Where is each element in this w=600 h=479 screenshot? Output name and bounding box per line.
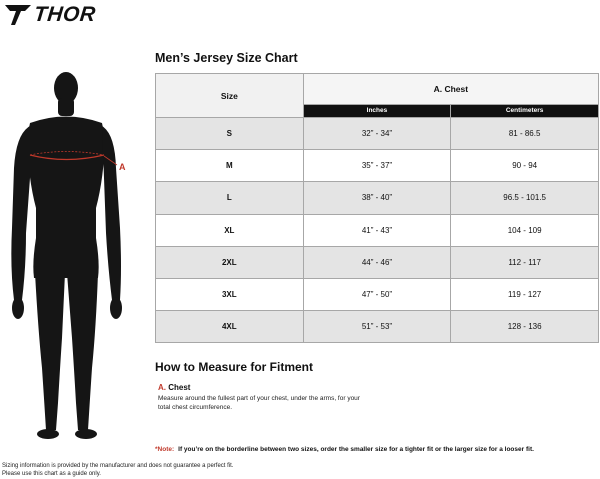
centimeters-cell: 119 - 127 [451, 278, 599, 310]
brand-name: THOR [32, 3, 97, 26]
chest-label-text: Chest [168, 383, 191, 392]
inches-cell: 35” - 37” [303, 150, 451, 182]
size-cell: L [156, 182, 304, 214]
inches-cell: 51” - 53” [303, 311, 451, 343]
note-text: If you’re on the borderline between two sizes, order the smaller size for a tighter fit or the larger size for a looser fit. [178, 446, 534, 453]
disclaimer-line: Please use this chart as a guide only. [2, 471, 101, 477]
thor-hammer-icon [5, 4, 31, 26]
chest-column-header: A. Chest [303, 74, 598, 105]
size-column-header: Size [156, 74, 304, 118]
chest-measure-description [158, 394, 408, 412]
size-chart-table [155, 73, 599, 343]
chest-letter: A. [158, 383, 166, 392]
centimeters-cell: 128 - 136 [451, 311, 599, 343]
inches-cell: 41” - 43” [303, 214, 451, 246]
chest-marker-letter: A [119, 162, 126, 172]
inches-cell: 44” - 46” [303, 246, 451, 278]
table-row [156, 214, 599, 246]
chest-measure-label [158, 383, 190, 392]
size-cell: 3XL [156, 278, 304, 310]
size-cell: M [156, 150, 304, 182]
fit-note [155, 446, 534, 453]
size-cell: XL [156, 214, 304, 246]
centimeters-cell: 90 - 94 [451, 150, 599, 182]
inches-cell: 38” - 40” [303, 182, 451, 214]
table-row [156, 118, 599, 150]
chest-desc-line: Measure around the fullest part of your chest, under the arms, for your [158, 395, 360, 402]
size-cell: 2XL [156, 246, 304, 278]
centimeters-cell: 96.5 - 101.5 [451, 182, 599, 214]
inches-column-header: Inches [303, 104, 451, 117]
chest-desc-line: total chest circumference. [158, 404, 233, 411]
table-row [156, 278, 599, 310]
disclaimer-line: Sizing information is provided by the manufacturer and does not guarantee a perfect fit. [2, 463, 234, 469]
inches-cell: 47” - 50” [303, 278, 451, 310]
chart-title: Men’s Jersey Size Chart [155, 51, 298, 65]
disclaimer [2, 462, 233, 478]
table-row [156, 182, 599, 214]
size-cell: 4XL [156, 311, 304, 343]
thor-logo [5, 4, 96, 26]
table-row [156, 150, 599, 182]
note-label: *Note: [155, 446, 175, 453]
table-row [156, 246, 599, 278]
centimeters-cell: 112 - 117 [451, 246, 599, 278]
centimeters-column-header: Centimeters [451, 104, 599, 117]
centimeters-cell: 81 - 86.5 [451, 118, 599, 150]
measure-section-title: How to Measure for Fitment [155, 360, 314, 374]
table-row [156, 311, 599, 343]
inches-cell: 32” - 34” [303, 118, 451, 150]
body-silhouette [0, 68, 135, 443]
centimeters-cell: 104 - 109 [451, 214, 599, 246]
size-cell: S [156, 118, 304, 150]
